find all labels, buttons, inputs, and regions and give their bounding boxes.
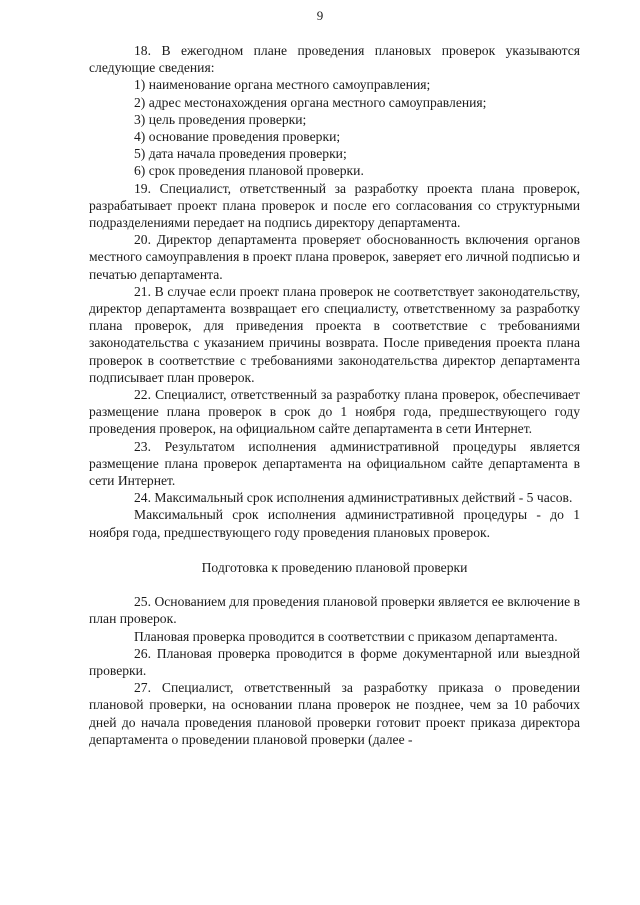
paragraph-procedure-deadline: Максимальный срок исполнения административной процедуры - до 1 ноября года, предшествующего году проведения плановых проверок. — [89, 507, 580, 540]
paragraph-22: 22. Специалист, ответственный за разработку плана проверок, обеспечивает размещение плана проверок в срок до 1 ноября года, предшествующего году проведения проверок, на официальном сайте департамента в сети Интернет. — [89, 387, 580, 437]
section-heading: Подготовка к проведению плановой проверки — [201, 559, 468, 575]
paragraph-19: 19. Специалист, ответственный за разработку проекта плана проверок, разрабатывает проект плана проверок и после его согласования со структурными подразделениями передает на подпись директору департамента. — [89, 180, 580, 231]
list-item-3: 3) цель проведения проверки; — [134, 111, 307, 127]
paragraph-25: 25. Основанием для проведения плановой проверки является ее включение в план проверок. — [89, 594, 580, 627]
paragraph-27: 27. Специалист, ответственный за разработку приказа о проведении плановой проверки, на основании плана проверок не позднее, чем за 10 рабочих дней до начала проведения плановой проверки готовит проект приказа директора департамента о проведении плановой проверки (далее - — [89, 680, 580, 747]
page-number: 9 — [316, 8, 324, 23]
paragraph-26: 26. Плановая проверка проводится в форме документарной или выездной проверки. — [89, 645, 580, 678]
paragraph-21: 21. В случае если проект плана проверок не соответствует законодательству, директор департамента возвращает его специалисту, ответственному за разработку плана проверок, для приведения проекта в соответствие с требованиями законодательства с указанием причины возврата. После приведения проекта плана проверок в соответствие с требованиями законодательства директор департамента подписывает план проверок. — [89, 283, 580, 385]
list-item-2: 2) адрес местонахождения органа местного самоуправления; — [134, 94, 487, 110]
document-body — [89, 42, 580, 748]
paragraph-23: 23. Результатом исполнения административной процедуры является размещение плана проверок департамента на официальном сайте департамента в сети Интернет. — [89, 438, 580, 489]
list-item-5: 5) дата начала проведения проверки; — [134, 146, 347, 162]
paragraph-order-basis: Плановая проверка проводится в соответствии с приказом департамента. — [134, 628, 558, 644]
list-item-4: 4) основание проведения проверки; — [134, 129, 341, 145]
paragraph-24: 24. Максимальный срок исполнения административных действий - 5 часов. — [134, 490, 573, 506]
list-item-6: 6) срок проведения плановой проверки. — [134, 163, 364, 179]
list-item-1: 1) наименование органа местного самоуправления; — [134, 77, 431, 93]
paragraph-18: 18. В ежегодном плане проведения плановых проверок указываются следующие сведения: — [89, 43, 580, 76]
paragraph-20: 20. Директор департамента проверяет обоснованность включения органов местного самоуправления в проект плана проверок, заверяет его личной подписью и печатью департамента. — [89, 232, 580, 282]
